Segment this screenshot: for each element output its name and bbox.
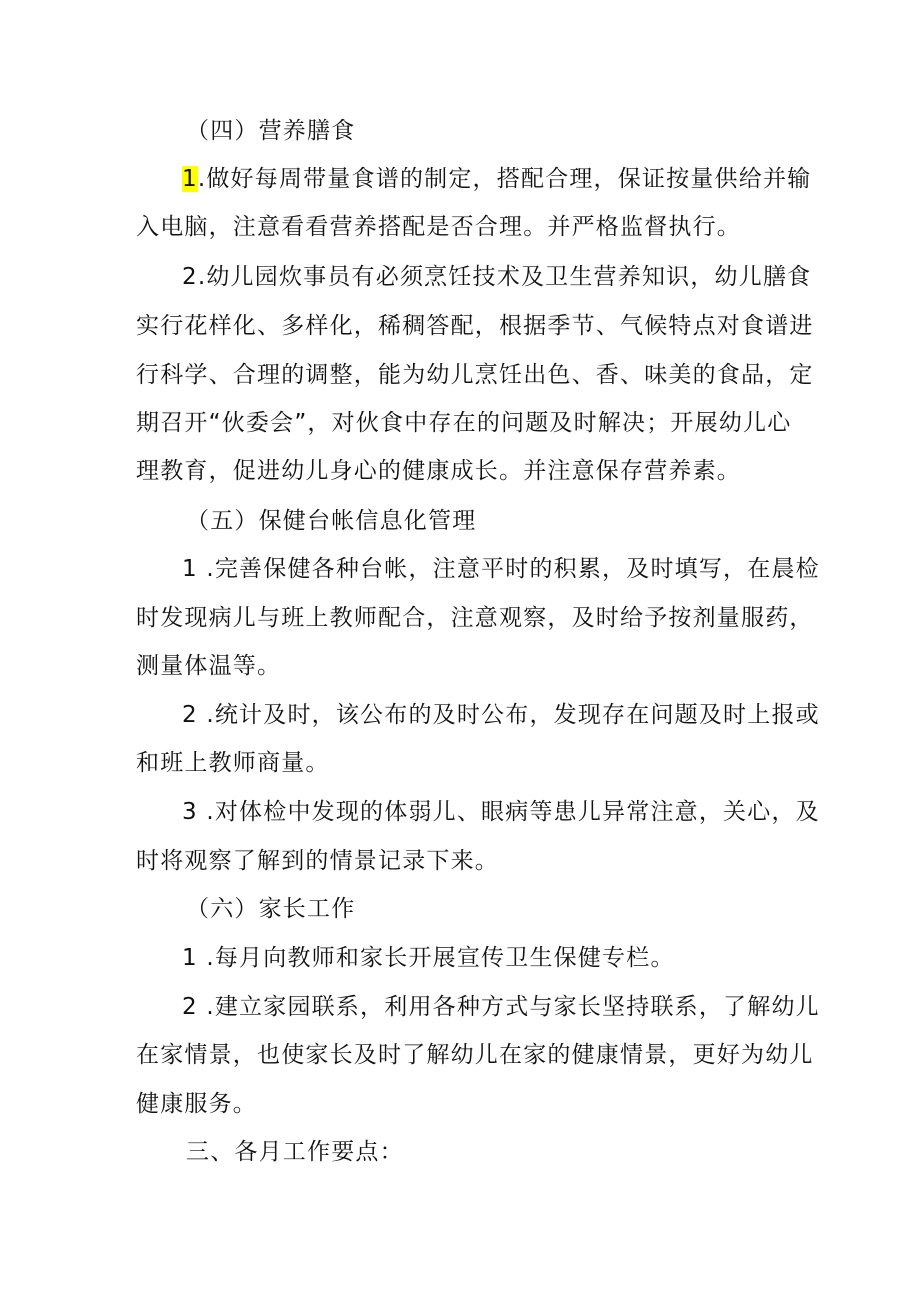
paragraph-line: 健康服务。 (136, 1091, 257, 1117)
paragraph-line: 期召开“伙委会”，对伙食中存在的问题及时解决；开展幼儿心 (136, 410, 792, 436)
paragraph-line: 时将观察了解到的情景记录下来。 (136, 848, 499, 874)
paragraph-line: 和班上教师商量。 (136, 750, 330, 776)
section-heading-health-records: （五）保健台帐信息化管理 (186, 508, 477, 534)
paragraph-line: 2.幼儿园炊事员有必须烹饪技术及卫生营养知识，幼儿膳食 (182, 264, 812, 290)
paragraph-line: 1 .完善保健各种台帐，注意平时的积累，及时填写，在晨检 (182, 556, 820, 582)
section-heading-parent-work: （六）家长工作 (186, 896, 356, 922)
paragraph-line: 3 .对体检中发现的体弱儿、眼病等患儿异常注意，关心，及 (182, 799, 820, 825)
paragraph-line: 实行花样化、多样化，稀稠答配，根据季节、气候特点对食谱进 (136, 313, 814, 339)
paragraph-line: 1 .每月向教师和家长开展宣传卫生保健专栏。 (182, 945, 675, 971)
highlighted-item-number: 1 (182, 166, 198, 192)
section-heading-nutrition: （四）营养膳食 (186, 118, 356, 144)
paragraph-line: 理教育，促进幼儿身心的健康成长。并注意保存营养素。 (136, 458, 741, 484)
paragraph-line: 2 .统计及时，该公布的及时公布，发现存在问题及时上报或 (182, 702, 820, 728)
paragraph-line: 时发现病儿与班上教师配合，注意观察，及时给予按剂量服药， (136, 605, 814, 631)
paragraph-line: 2 .建立家园联系，利用各种方式与家长坚持联系，了解幼儿 (182, 994, 820, 1020)
paragraph-line: 在家情景，也使家长及时了解幼儿在家的健康情景，更好为幼儿 (136, 1042, 814, 1068)
paragraph-text: .做好每周带量食谱的制定，搭配合理，保证按量供给并输 (197, 166, 812, 192)
paragraph-line: 行科学、合理的调整，能为幼儿烹饪出色、香、味美的食品，定 (136, 362, 814, 388)
paragraph-line: 测量体温等。 (136, 653, 282, 679)
part-heading-monthly-points: 三、各月工作要点： (186, 1139, 404, 1165)
paragraph-line (182, 164, 811, 194)
paragraph-line: 入电脑，注意看看营养搭配是否合理。并严格监督执行。 (136, 214, 741, 240)
